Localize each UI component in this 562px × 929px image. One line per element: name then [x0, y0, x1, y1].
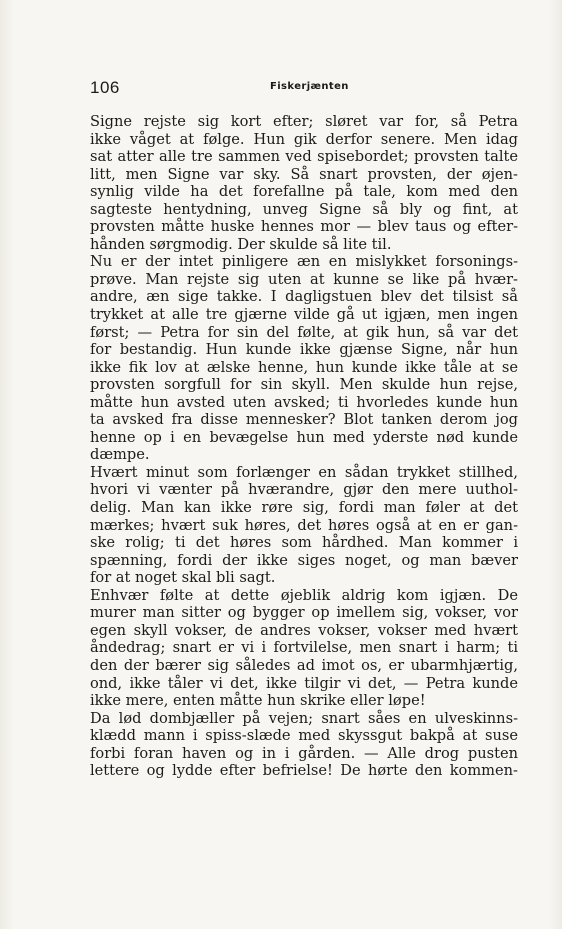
- text-line: mærkes; hvært suk høres, det høres også at en er gan-: [90, 516, 518, 534]
- text-line: Signe rejste sig kort efter; sløret var for, så Petra: [90, 113, 518, 130]
- text-line: provsten sorgfull for sin skyll. Men skulde hun rejse,: [90, 376, 518, 394]
- text-line: hvori vi vænter på hværandre, gjør den mere uuthol-: [90, 481, 518, 499]
- text-line: den der bærer sig således ad imot os, er ubarmhjærtig,: [90, 656, 518, 674]
- text-line: Nu er der intet pinligere æn en mislykket forsonings-: [90, 253, 518, 271]
- text-line: for bestandig. Hun kunde ikke gjænse Signe, når hun: [90, 341, 518, 359]
- text-line: delig. Man kan ikke røre sig, fordi man føler at det: [90, 499, 518, 517]
- running-title: Fiskerjænten: [270, 81, 349, 92]
- text-line: egen skyll vokser, de andres vokser, vokser med hvært: [90, 621, 518, 639]
- text-line: forbi foran haven og in i gården. — Alle drog pusten: [90, 744, 518, 762]
- text-line: Da lød dombjæller på vejen; snart såes en ulveskinns-: [90, 709, 518, 727]
- text-line: Hvært minut som forlænger en sådan trykket stillhed,: [90, 463, 518, 481]
- text-line: Enhvær følte at dette øjeblik aldrig kom igjæn. De: [90, 586, 518, 604]
- text-line: ta avsked fra disse mennesker? Blot tanken derom jog: [90, 411, 518, 429]
- text-line: provsten måtte huske hennes mor — blev taus og efter-: [90, 218, 518, 236]
- text-line: sagteste hentydning, unveg Signe så bly og fint, at: [90, 200, 518, 218]
- text-line: prøve. Man rejste sig uten at kunne se like på hvær-: [90, 270, 518, 288]
- text-line: trykket at alle tre gjærne vilde gå ut igjæn, men ingen: [90, 306, 518, 324]
- text-line: åndedrag; snart er vi i fortvilelse, men snart i harm; ti: [90, 639, 518, 657]
- text-line: ikke våget at følge. Hun gik derfor senere. Men idag: [90, 130, 518, 148]
- text-line: spænning, fordi der ikke siges noget, og man bæver: [90, 551, 518, 569]
- body-text: [90, 113, 518, 780]
- text-line: murer man sitter og bygger op imellem sig, vokser, vor: [90, 604, 518, 622]
- page-header: [90, 78, 520, 102]
- text-line: lettere og lydde efter befrielse! De hørte den kommen-: [90, 762, 518, 780]
- text-line: henne op i en bevægelse hun med yderste nød kunde: [90, 428, 518, 446]
- text-line: synlig vilde ha det forefallne på tale, kom med den: [90, 183, 518, 201]
- text-line: for at noget skal bli sagt.: [90, 569, 276, 587]
- text-line: først; — Petra for sin del følte, at gik hun, så var det: [90, 323, 518, 341]
- text-line: ond, ikke tåler vi det, ikke tilgir vi det, — Petra kunde: [90, 674, 518, 692]
- text-line: andre, æn sige takke. I dagligstuen blev det tilsist så: [90, 288, 518, 306]
- text-line: ikke fik lov at ælske henne, hun kunde ikke tåle at se: [90, 358, 518, 376]
- text-line: dæmpe.: [90, 446, 150, 464]
- text-line: ske rolig; ti det høres som hårdhed. Man kommer i: [90, 534, 518, 552]
- page-number: 106: [90, 78, 120, 97]
- text-line: måtte hun avsted uten avsked; ti hvorledes kunde hun: [90, 393, 518, 411]
- text-line: ikke mere, enten måtte hun skrike eller løpe!: [90, 692, 426, 710]
- text-line: sat atter alle tre sammen ved spisebordet; provsten talte: [90, 148, 518, 166]
- text-line: litt, men Signe var sky. Så snart provsten, der øjen-: [90, 165, 518, 183]
- text-line: hånden sørgmodig. Der skulde så lite til.: [90, 235, 392, 253]
- text-line: klædd mann i spiss-slæde med skyssgut bakpå at suse: [90, 727, 518, 745]
